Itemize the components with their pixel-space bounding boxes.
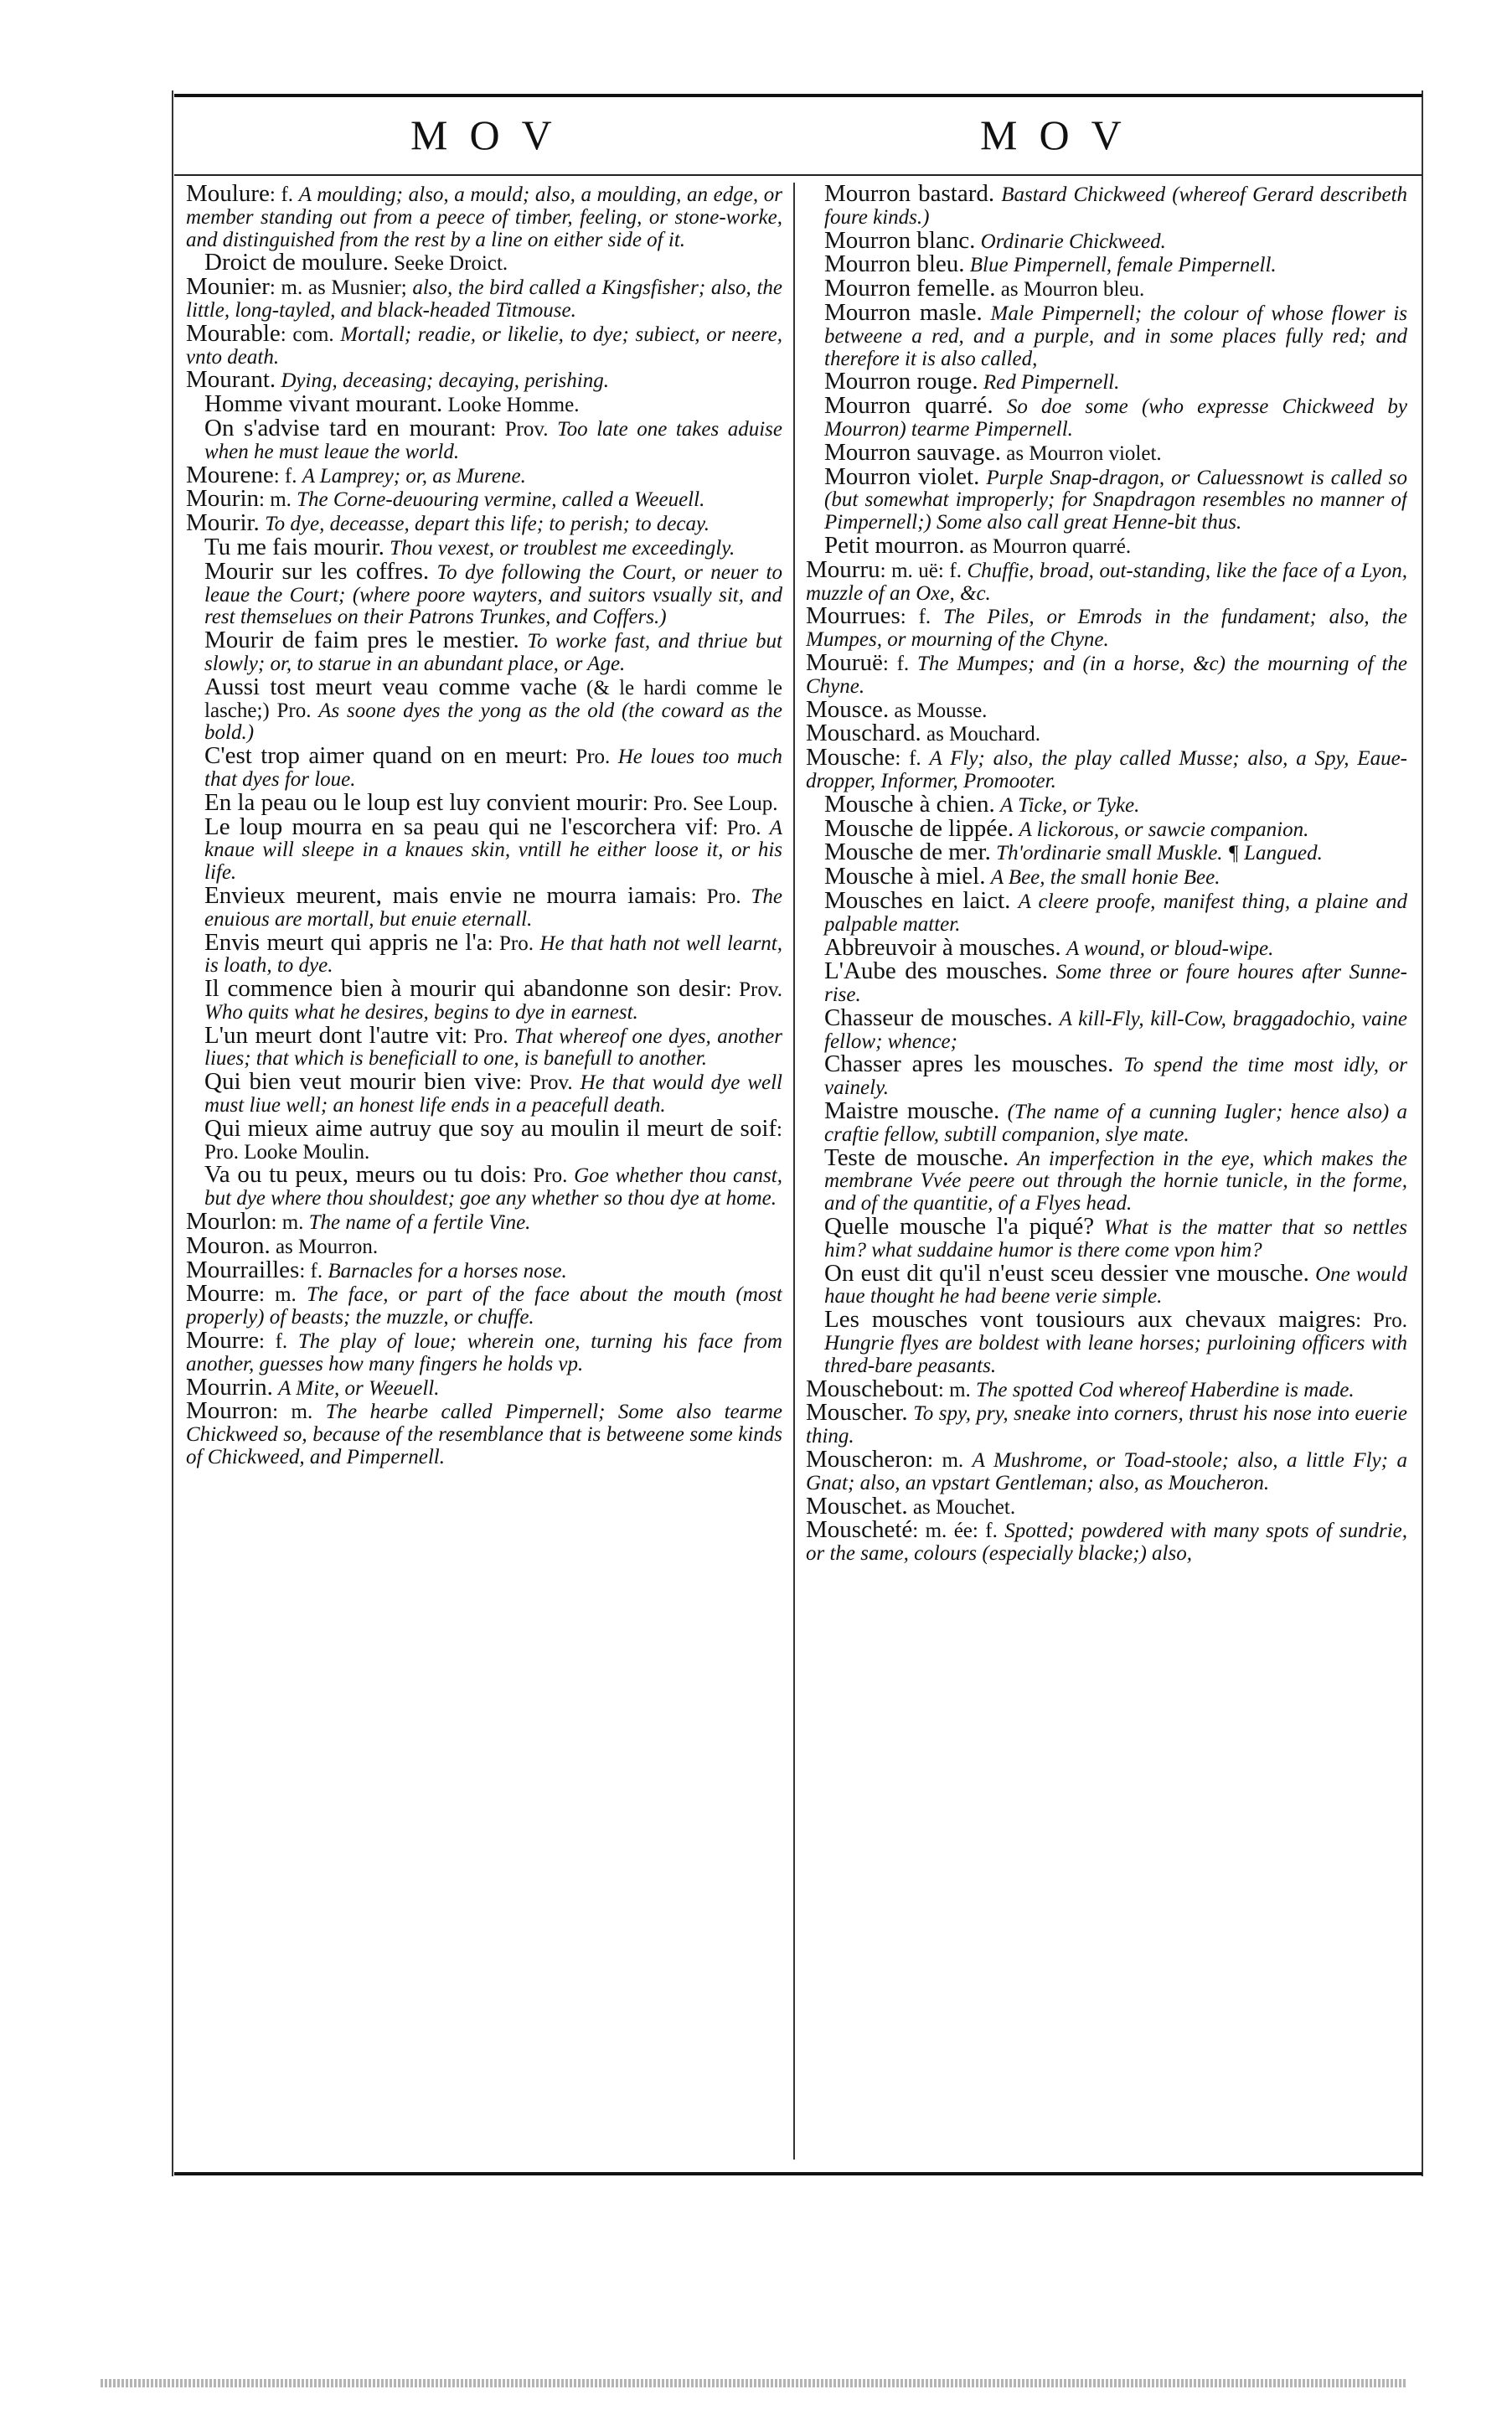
dictionary-entry: [806, 648, 1407, 699]
entry-headword: Il commence bien à mourir qui abandonne son desir: [204, 975, 726, 1003]
entry-headword: Mourron masle.: [824, 298, 983, 326]
entry-gloss: Chuffie, broad, out-standing, like the face of a Lyon, muzzle of an Oxe, &c.: [806, 559, 1407, 605]
dictionary-entry: [186, 881, 782, 931]
entry-headword: Mouscher.: [806, 1399, 908, 1427]
entry-gloss: The face, or part of the face about the mouth (most properly) of beasts; the muzzle, or chuffe.: [186, 1283, 782, 1329]
entry-headword: Mourable: [186, 319, 281, 347]
entry-grammar: : m.: [258, 1283, 307, 1307]
entry-grammar: [994, 183, 1001, 206]
entry-headword: Mourrues: [806, 602, 900, 630]
dictionary-entry: [806, 1259, 1407, 1309]
entry-headword: Mouschard.: [806, 720, 921, 747]
entry-gloss: So doe some (who expresse Chickweed by Mourron) tearme Pimpernell.: [824, 395, 1407, 441]
entry-grammar: : Pro.: [712, 816, 770, 839]
entry-gloss: To spend the time most idly, or vainely.: [824, 1054, 1407, 1100]
dictionary-entry: [806, 555, 1407, 606]
entry-gloss: A cleere proofe, manifest thing, a plaine and palpable matter.: [824, 890, 1407, 936]
entry-gloss: Too late one takes aduise when he must leaue the world.: [204, 417, 782, 463]
entry-headword: Mourin: [186, 485, 259, 513]
entry-grammar: : m.: [926, 1449, 973, 1473]
entry-headword: Mouschet.: [806, 1492, 908, 1520]
entry-gloss: Purple Snap-dragon, or Caluessnowt is called so (but somewhat improperly; for Snapdragon resembles no manner of Pimpernell;) Some also call great Henne-bit thus.: [824, 466, 1407, 534]
entry-grammar: : f.: [895, 747, 930, 771]
dictionary-entry: [806, 183, 1407, 230]
dictionary-entry: [186, 1021, 782, 1071]
entry-grammar: : Prov.: [490, 417, 558, 441]
entry-gloss: As soone dyes the yong as the old (the coward as the bold.): [204, 699, 782, 745]
entry-grammar: as Mourron quarré.: [964, 534, 1132, 558]
dictionary-entry: [186, 366, 782, 394]
entry-headword: On s'advise tard en mourant: [204, 414, 491, 441]
left-column: [186, 183, 782, 2168]
dictionary-entry: [806, 1401, 1407, 1448]
dictionary-entry: [806, 1375, 1407, 1402]
entry-grammar: : f.: [299, 1259, 328, 1282]
dictionary-entry: [186, 319, 782, 369]
entry-grammar: (& le hardi comme le lasche;) Pro.: [204, 676, 782, 722]
entry-headword: Tu me fais mourir.: [204, 533, 384, 560]
dictionary-entry: [186, 390, 782, 418]
entry-headword: Homme vivant mourant.: [204, 390, 443, 418]
entry-grammar: [1048, 961, 1056, 983]
entry-headword: Mourre: [186, 1280, 259, 1308]
entry-grammar: : m.: [272, 1401, 326, 1424]
dictionary-entry: [806, 1004, 1407, 1054]
entry-gloss: To dye following the Court, or neuer to leaue the Court; (where poore wayters, and suitors vsually sit, and rest themselues on their Patrons Trunkes, and Coffers.): [204, 560, 782, 629]
entry-gloss: Bastard Chickweed (whereof Gerard describeth foure kinds.): [824, 183, 1407, 229]
entry-headword: Mourre: [186, 1327, 259, 1355]
dictionary-entry: [806, 1215, 1407, 1262]
entry-gloss: A Bee, the small honie Bee.: [990, 866, 1220, 890]
entry-grammar: : f.: [273, 464, 302, 488]
dictionary-entry: [806, 1308, 1407, 1377]
entry-gloss: Blue Pimpernell, female Pimpernell.: [969, 254, 1277, 277]
dictionary-entry: [186, 251, 782, 276]
entry-grammar: : Prov.: [725, 978, 782, 1002]
dictionary-entry: [186, 813, 782, 885]
entry-headword: On eust dit qu'il n'eust sceu dessier vne mousche.: [824, 1259, 1309, 1287]
page-border-left: [172, 90, 173, 2176]
entry-gloss: A Fly; also, the play called Musse; also, a Spy, Eaue-dropper, Informer, Promooter.: [806, 747, 1407, 792]
entry-grammar: : f.: [882, 652, 918, 675]
dictionary-entry: [806, 1097, 1407, 1147]
dictionary-entry: [186, 414, 782, 464]
entry-grammar: Looke Homme.: [442, 394, 580, 417]
dictionary-entry: [806, 1050, 1407, 1100]
entry-gloss: A knaue will sleepe in a knaues skin, vntill he either loose it, or his life.: [204, 816, 782, 885]
entry-headword: Mourron sauvage.: [824, 438, 1002, 466]
entry-gloss: That whereof one dyes, another liues; that which is beneficiall to one, is banefull to another.: [204, 1024, 782, 1071]
entry-grammar: [1009, 1148, 1017, 1170]
entry-gloss: He loues too much that dyes for loue.: [204, 746, 782, 791]
entry-headword: Qui mieux aime autruy que soy au moulin il meurt de soif: [204, 1114, 777, 1142]
entry-gloss: To spy, pry, sneake into corners, thrust his nose into euerie thing.: [806, 1402, 1407, 1448]
entry-gloss: What is the matter that so nettles him? what suddaine humor is there come vpon him?: [824, 1216, 1407, 1262]
entry-headword: Mousche à miel.: [824, 863, 986, 890]
entry-headword: Moulure: [186, 183, 270, 207]
dictionary-entry: [186, 1210, 782, 1235]
entry-headword: Mourron violet.: [824, 462, 980, 490]
entry-gloss: A Ticke, or Tyke.: [1000, 793, 1140, 817]
entry-gloss: Hungrie flyes are boldest with leane horses; purloining officers with thred-bare peasants.: [824, 1332, 1407, 1377]
entry-headword: Mourron femelle.: [824, 275, 996, 302]
entry-grammar: [1113, 1054, 1123, 1076]
column-divider: [793, 183, 795, 2160]
entry-gloss: Who quits what he desires, begins to dye in earnest.: [204, 1000, 638, 1024]
entry-grammar: : Pro.: [462, 1024, 514, 1048]
dictionary-entry: [806, 957, 1407, 1007]
dictionary-entry: [806, 695, 1407, 723]
entry-grammar: : m. as Musnier;: [269, 276, 413, 300]
dictionary-entry: [186, 533, 782, 560]
entry-gloss: Dying, deceasing; decaying, perishing.: [281, 369, 609, 393]
entry-headword: L'un meurt dont l'autre vit: [204, 1021, 462, 1049]
entry-gloss: Barnacles for a horses nose.: [328, 1259, 567, 1282]
dictionary-entry: [186, 557, 782, 629]
entry-headword: Mousches en laict.: [824, 886, 1011, 914]
entry-grammar: as Mousse.: [889, 699, 988, 722]
entry-headword: Mourlon: [186, 1208, 271, 1236]
entry-grammar: : m. uë: f.: [880, 559, 968, 582]
entry-grammar: [993, 395, 1007, 418]
dictionary-entry: [186, 788, 782, 816]
header-rule: [174, 174, 1422, 176]
entry-grammar: [1053, 1008, 1060, 1030]
entry-headword: Mourir.: [186, 509, 260, 537]
entry-headword: Petit mourron.: [824, 531, 965, 559]
entry-grammar: : Pro. Looke Moulin.: [204, 1117, 782, 1164]
entry-gloss: He that would dye well must liue well; an honest life ends in a peacefull death.: [204, 1071, 782, 1117]
entry-headword: Mourron rouge.: [824, 368, 978, 395]
entry-headword: Mouruë: [806, 648, 883, 676]
dictionary-entry: [186, 1256, 782, 1283]
entry-gloss: An imperfection in the eye, which makes the membrane Vvée peere out through the hornie tunicle, in the forme, and of the quantitie, of a Flyes head.: [824, 1147, 1407, 1215]
entry-gloss: The hearbe called Pimpernell; Some also tearme Chickweed so, because of the resemblance that is betweene some kinds of Chickweed, and Pimpernell.: [186, 1401, 782, 1469]
entry-headword: L'Aube des mousches.: [824, 957, 1049, 985]
entry-grammar: : m.: [259, 488, 297, 512]
entry-gloss: A moulding; also, a mould; also, a moulding, an edge, or member standing out from a peece of timber, feeling, or stone-worke, and distinguished from the rest by a line on either side of it.: [186, 183, 782, 251]
dictionary-entry: [186, 485, 782, 513]
entry-gloss: The Corne-deuouring vermine, called a Weeuell.: [297, 488, 705, 512]
entry-gloss: Mortall; readie, or likelie, to dye; subiect, or neere, vnto death.: [186, 323, 782, 369]
entry-grammar: : m.: [937, 1378, 977, 1401]
entry-gloss: The spotted Cod whereof Haberdine is made.: [976, 1378, 1355, 1401]
entry-grammar: : f.: [269, 183, 299, 206]
dictionary-entry: [806, 1516, 1407, 1566]
entry-gloss: A wound, or bloud-wipe.: [1066, 937, 1274, 960]
dictionary-entry: [186, 1114, 782, 1164]
entry-headword: Mourir sur les coffres.: [204, 557, 430, 585]
entry-grammar: [1010, 890, 1018, 913]
entry-headword: Mourrin.: [186, 1373, 273, 1401]
entry-grammar: Seeke Droict.: [388, 252, 508, 276]
dictionary-entry: [186, 273, 782, 323]
entry-grammar: : Pro. See Loup.: [642, 792, 778, 815]
dictionary-entry: [186, 1397, 782, 1469]
entry-grammar: [1094, 1216, 1104, 1239]
dictionary-entry: [186, 629, 782, 676]
entry-headword: Mourru: [806, 555, 880, 583]
entry-headword: Mourant.: [186, 366, 276, 394]
entry-grammar: as Mouchard.: [921, 723, 1041, 746]
entry-grammar: : Pro.: [520, 1164, 575, 1188]
entry-headword: Envis meurt qui appris ne l'a: [204, 928, 488, 956]
entry-grammar: : m. ée: f.: [912, 1520, 1005, 1543]
dictionary-entry: [186, 1161, 782, 1210]
dictionary-entry: [186, 1068, 782, 1117]
page-bottom-rule: [174, 2172, 1422, 2175]
entry-headword: Va ou tu peux, meurs ou tu dois: [204, 1161, 521, 1189]
dictionary-entry: [806, 865, 1407, 890]
entry-headword: Mourron bleu.: [824, 250, 965, 278]
entry-headword: Le loup mourra en sa peau qui ne l'escorchera vif: [204, 813, 713, 840]
dictionary-entry: [186, 461, 782, 488]
entry-headword: Mousche de mer.: [824, 839, 991, 866]
dictionary-entry: [186, 509, 782, 537]
entry-gloss: A Mushrome, or Toad-stoole; also, a little Fly; a Gnat; also, an vpstart Gentleman; also, as Moucheron.: [806, 1449, 1407, 1494]
entry-grammar: as Mourron.: [270, 1235, 379, 1258]
entry-gloss: He that hath not well learnt, is loath, to dye.: [204, 931, 782, 978]
entry-headword: Les mousches vont tousiours aux chevaux maigres: [824, 1306, 1356, 1334]
dictionary-entry: [806, 277, 1407, 302]
entry-headword: Mourir de faim pres le mestier.: [204, 627, 519, 654]
entry-gloss: Ordinarie Chickweed.: [980, 230, 1166, 253]
scan-edge-strip: [101, 2379, 1407, 2387]
entry-headword: Mourron: [186, 1397, 273, 1425]
entry-gloss: A Mite, or Weeuell.: [278, 1376, 440, 1400]
entry-headword: Mounier: [186, 273, 270, 301]
entry-gloss: Th'ordinarie small Muskle. ¶ Langued.: [996, 842, 1323, 865]
dictionary-entry: [186, 742, 782, 792]
entry-gloss: The Piles, or Emrods in the fundament; also, the Mumpes, or mourning of the Chyne.: [806, 606, 1407, 652]
entry-gloss: Goe whether thou canst, but dye where thou shouldest; goe any whether so thou dye at home.: [204, 1164, 782, 1210]
entry-grammar: : Pro.: [690, 885, 751, 908]
dictionary-entry: [806, 814, 1407, 842]
entry-gloss: Spotted; powdered with many spots of sundrie, or the same, colours (especially blacke;) also,: [806, 1520, 1407, 1566]
dictionary-entry: [806, 841, 1407, 865]
entry-gloss: A Lamprey; or, as Murene.: [302, 464, 526, 488]
entry-gloss: Thou vexest, or troublest me exceedingly.: [390, 536, 735, 560]
entry-headword: Mourrailles: [186, 1256, 300, 1283]
dictionary-entry: [806, 462, 1407, 534]
running-head-left: MOV: [410, 111, 574, 158]
dictionary-entry: [806, 250, 1407, 278]
dictionary-entry: [806, 746, 1407, 793]
dictionary-entry: [186, 1373, 782, 1401]
dictionary-entry: [806, 1492, 1407, 1520]
entry-grammar: [1309, 1263, 1315, 1286]
entry-headword: Abbreuvoir à mousches.: [824, 933, 1061, 961]
entry-grammar: : Pro.: [1355, 1309, 1407, 1333]
entry-headword: C'est trop aimer quand on en meurt: [204, 742, 562, 770]
entry-gloss: One would haue thought he had beene verie simple.: [824, 1262, 1407, 1308]
entry-gloss: The play of loue; wherein one, turning his face from another, guesses how many fingers he holds vp.: [186, 1330, 782, 1375]
entry-gloss: The name of a fertile Vine.: [308, 1211, 531, 1235]
entry-grammar: as Mourron bleu.: [995, 278, 1145, 302]
entry-grammar: [999, 1101, 1007, 1123]
dictionary-entry: [806, 886, 1407, 937]
entry-headword: Mousche: [806, 744, 895, 772]
dictionary-entry: [186, 673, 782, 745]
entry-gloss: Male Pimpernell; the colour of whose flower is betweene a red, and a purple, and in some places fully red; and therefore it is also called,: [824, 302, 1407, 370]
entry-headword: Envieux meurent, mais envie ne mourra iamais: [204, 881, 691, 909]
entry-headword: Mouschebout: [806, 1375, 938, 1402]
entry-grammar: : m.: [271, 1211, 309, 1235]
entry-headword: Mousche à chien.: [824, 790, 995, 818]
entry-gloss: The Mumpes; and (in a horse, &c) the mourning of the Chyne.: [806, 652, 1407, 698]
entry-headword: Mourene: [186, 461, 274, 488]
entry-gloss: (The name of a cunning Iugler; hence also) a craftie fellow, subtill companion, slye mate.: [824, 1101, 1407, 1146]
dictionary-entry: [806, 602, 1407, 652]
entry-headword: Mousce.: [806, 695, 890, 723]
entry-grammar: [519, 630, 528, 653]
entry-gloss: also, the bird called a Kingsfisher; also, the little, long-tayled, and black-headed Titmouse.: [186, 276, 782, 322]
dictionary-entry: [186, 975, 782, 1024]
dictionary-entry: [806, 298, 1407, 370]
entry-grammar: as Mourron violet.: [1001, 441, 1162, 465]
dictionary-entry: [806, 370, 1407, 395]
entry-headword: Mouscheté: [806, 1516, 913, 1544]
entry-headword: Teste de mousche.: [824, 1143, 1009, 1171]
entry-headword: En la peau ou le loup est luy convient mourir: [204, 788, 642, 816]
entry-grammar: : Pro.: [561, 746, 618, 769]
right-column: [806, 183, 1407, 2168]
entry-gloss: A lickorous, or sawcie companion.: [1019, 818, 1309, 841]
entry-grammar: : com.: [280, 323, 341, 346]
entry-headword: Chasseur de mousches.: [824, 1004, 1053, 1031]
entry-headword: Quelle mousche l'a piqué?: [824, 1213, 1095, 1241]
dictionary-entry: [806, 790, 1407, 818]
entry-grammar: : f.: [900, 606, 943, 629]
entry-headword: Mourron bastard.: [824, 183, 995, 207]
entry-headword: Droict de moulure.: [204, 249, 389, 276]
dictionary-entry: [186, 928, 782, 978]
entry-headword: Aussi tost meurt veau comme vache: [204, 673, 577, 700]
dictionary-entry: [806, 392, 1407, 441]
dictionary-entry: [806, 531, 1407, 559]
entry-gloss: Red Pimpernell.: [983, 371, 1120, 395]
dictionary-entry: [806, 226, 1407, 254]
dictionary-entry: [806, 1448, 1407, 1495]
dictionary-entry: [186, 183, 782, 251]
entry-gloss: A kill-Fly, kill-Cow, braggadochio, vaine fellow; whence;: [824, 1007, 1407, 1053]
entry-headword: Mourron blanc.: [824, 226, 976, 254]
entry-headword: Mouron.: [186, 1231, 271, 1259]
dictionary-entry: [186, 1282, 782, 1329]
entry-grammar: as Mouchet.: [907, 1495, 1016, 1519]
entry-gloss: To worke fast, and thriue but slowly; or, to starue in an abundant place, or Age.: [204, 630, 782, 675]
entry-grammar: [983, 302, 991, 325]
dictionary-entry: [806, 1143, 1407, 1215]
entry-gloss: The enuious are mortall, but enuie eternall.: [204, 885, 782, 931]
dictionary-entry: [186, 1329, 782, 1376]
entry-headword: Mourron quarré.: [824, 392, 993, 420]
dictionary-entry: [806, 722, 1407, 746]
dictionary-entry: [806, 933, 1407, 961]
running-head-right: MOV: [980, 111, 1143, 158]
dictionary-entry: [186, 1231, 782, 1259]
entry-headword: Maistre mousche.: [824, 1097, 1000, 1125]
entry-gloss: To dye, deceasse, depart this life; to perish; to decay.: [265, 513, 710, 536]
entry-headword: Mouscheron: [806, 1446, 927, 1473]
entry-gloss: Some three or foure houres after Sunne-rise.: [824, 961, 1407, 1007]
entry-grammar: : f.: [258, 1330, 298, 1354]
dictionary-entry: [806, 438, 1407, 466]
entry-headword: Mousche de lippée.: [824, 814, 1014, 842]
entry-headword: Chasser apres les mousches.: [824, 1050, 1114, 1078]
entry-headword: Qui bien veut mourir bien vive: [204, 1068, 516, 1096]
entry-grammar: : Prov.: [515, 1071, 581, 1095]
entry-grammar: : Pro.: [487, 931, 540, 955]
